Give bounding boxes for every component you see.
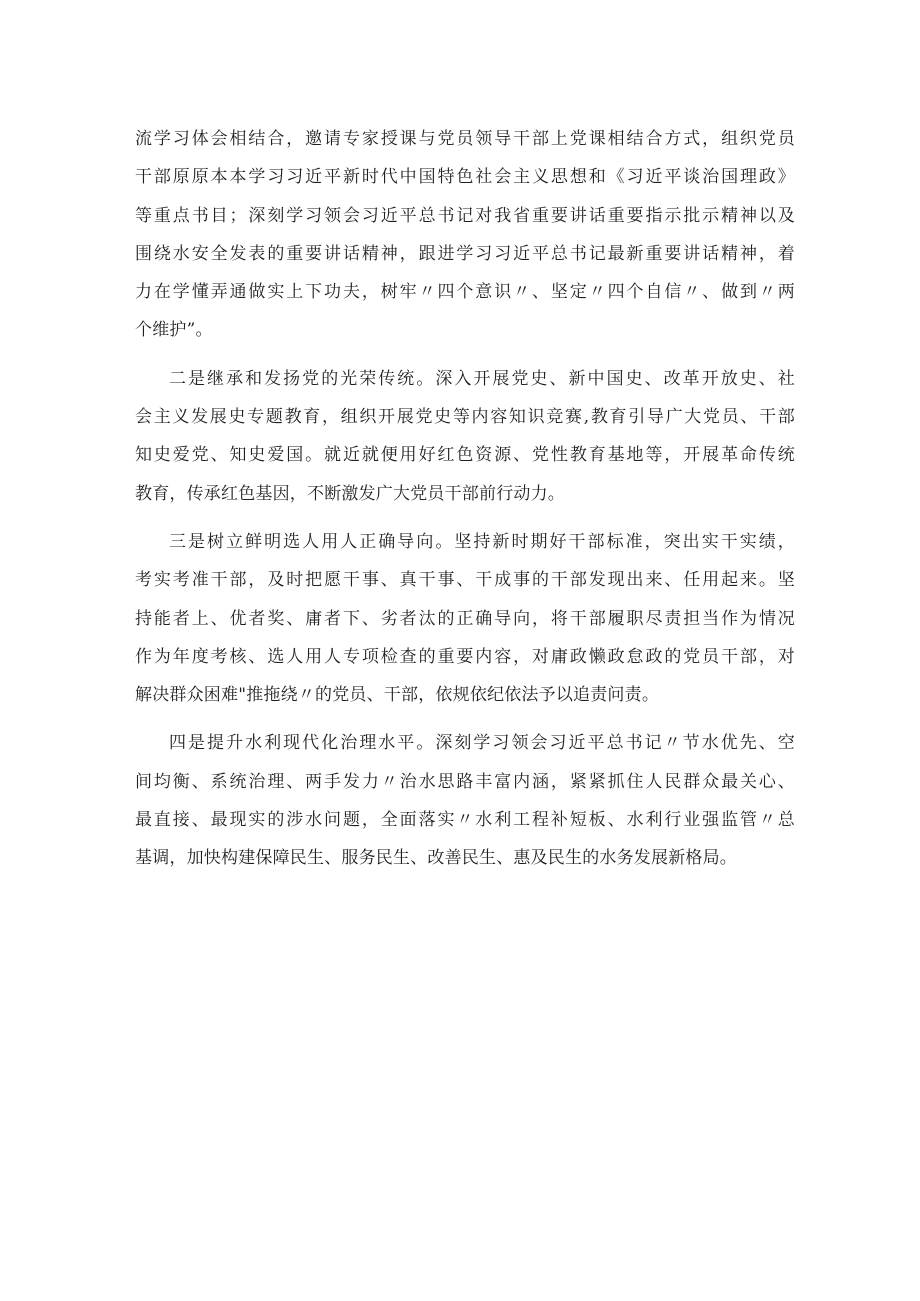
text-line: 二是继承和发扬党的光荣传统。深入开展党史、新中国史、改革开放史、社 (169, 368, 795, 389)
text-line: 个维护”。 (135, 320, 213, 341)
text-line: 基调，加快构建保障民生、服务民生、改善民生、惠及民生的水务发展新格局。 (135, 848, 737, 869)
text-line: 最直接、最现实的涉水问题，全面落实〃水利工程补短板、水利行业强监管〃总 (135, 810, 795, 831)
document-body (135, 120, 795, 878)
text-line: 围绕水安全发表的重要讲话精神，跟进学习习近平总书记最新重要讲话精神，着 (135, 243, 795, 264)
paragraph-4 (135, 724, 795, 877)
paragraph-3 (135, 523, 795, 714)
text-line: 干部原原本本学习习近平新时代中国特色社会主义思想和《习近平谈治国理政》 (135, 167, 795, 188)
text-line: 作为年度考核、选人用人专项检查的重要内容，对庸政懒政怠政的党员干部，对 (135, 646, 795, 667)
text-line: 解决群众困难"推拖绕〃的党员、干部，依规依纪依法予以追责问责。 (135, 685, 660, 706)
text-line: 会主义发展史专题教育，组织开展党史等内容知识竞赛,教育引导广大党员、干部 (135, 407, 795, 428)
text-line: 流学习体会相结合，邀请专家授课与党员领导干部上党课相结合方式，组织党员 (135, 129, 795, 149)
text-line: 四是提升水利现代化治理水平。深刻学习领会习近平总书记〃节水优先、空 (169, 733, 795, 754)
text-line: 力在学懂弄通做实上下功夫，树牢〃四个意识〃、坚定〃四个自信〃、做到〃两 (135, 282, 795, 303)
text-line: 间均衡、系统治理、两手发力〃治水思路丰富内涵，紧紧抓住人民群众最关心、 (135, 771, 795, 792)
text-line: 持能者上、优者奖、庸者下、劣者汰的正确导向，将干部履职尽责担当作为情况 (135, 608, 795, 629)
text-line: 等重点书目；深刻学习领会习近平总书记对我省重要讲话重要指示批示精神以及 (135, 205, 795, 226)
text-line: 考实考准干部，及时把愿干事、真干事、干成事的干部发现出来、任用起来。坚 (135, 570, 795, 591)
paragraph-2 (135, 360, 795, 513)
text-line: 三是树立鲜明选人用人正确导向。坚持新时期好干部标准，突出实干实绩， (169, 531, 795, 552)
text-line: 知史爱党、知史爱国。就近就便用好红色资源、党性教育基地等，开展革命传统 (135, 445, 795, 466)
paragraph-1 (135, 120, 795, 350)
text-line: 教育，传承红色基因，不断激发广大党员干部前行动力。 (135, 483, 565, 504)
